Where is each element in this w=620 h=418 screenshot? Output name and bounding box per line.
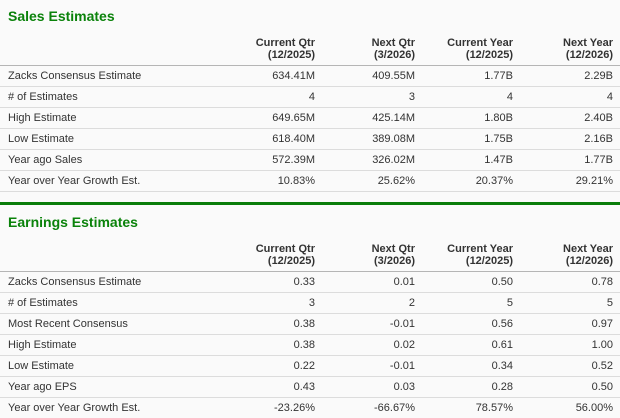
cell-value: 78.57%: [415, 398, 513, 418]
cell-value: -23.26%: [215, 398, 315, 418]
cell-value: 1.00: [513, 335, 620, 356]
table-row-year-ago-sales: [0, 150, 620, 171]
row-label: High Estimate: [0, 335, 215, 356]
cell-value: 0.61: [415, 335, 513, 356]
row-label: Year ago EPS: [0, 377, 215, 398]
table-row-yoy-growth: [0, 398, 620, 418]
cell-value: 0.50: [415, 272, 513, 293]
row-label: Year ago Sales: [0, 150, 215, 171]
column-header-line1: Next Qtr: [371, 243, 415, 255]
cell-value: 0.22: [215, 356, 315, 377]
cell-value: 20.37%: [415, 171, 513, 192]
cell-value: -0.01: [315, 356, 415, 377]
row-label: Year over Year Growth Est.: [0, 171, 215, 192]
column-header-line2: (12/2026): [565, 49, 613, 61]
sales-estimates-table: [0, 37, 620, 192]
cell-value: 1.75B: [415, 129, 513, 150]
table-row-high-estimate: [0, 108, 620, 129]
column-header-line2: (12/2025): [465, 49, 513, 61]
cell-value: 4: [215, 87, 315, 108]
earnings-estimates-table: [0, 243, 620, 418]
column-header-line2: (3/2026): [374, 49, 415, 61]
cell-value: 0.56: [415, 314, 513, 335]
cell-value: 2: [315, 293, 415, 314]
cell-value: 56.00%: [513, 398, 620, 418]
column-header-current-year: [415, 37, 513, 66]
table-row-zacks-consensus: [0, 66, 620, 87]
cell-value: 2.29B: [513, 66, 620, 87]
row-label: Low Estimate: [0, 356, 215, 377]
cell-value: 0.38: [215, 335, 315, 356]
cell-value: 326.02M: [315, 150, 415, 171]
cell-value: 389.08M: [315, 129, 415, 150]
cell-value: 0.01: [315, 272, 415, 293]
cell-value: 649.65M: [215, 108, 315, 129]
cell-value: 2.16B: [513, 129, 620, 150]
row-label: Year over Year Growth Est.: [0, 398, 215, 418]
column-header-next-qtr: [315, 243, 415, 272]
row-label: Zacks Consensus Estimate: [0, 66, 215, 87]
row-label: Zacks Consensus Estimate: [0, 272, 215, 293]
cell-value: 1.77B: [513, 150, 620, 171]
column-header-line1: Current Year: [447, 243, 513, 255]
cell-value: 0.97: [513, 314, 620, 335]
cell-value: 634.41M: [215, 66, 315, 87]
cell-value: 3: [215, 293, 315, 314]
cell-value: 0.34: [415, 356, 513, 377]
column-header-line1: Next Year: [563, 37, 613, 49]
cell-value: 0.78: [513, 272, 620, 293]
column-header-line2: (12/2026): [565, 255, 613, 267]
cell-value: 0.02: [315, 335, 415, 356]
cell-value: -66.67%: [315, 398, 415, 418]
table-row-low-estimate: [0, 356, 620, 377]
cell-value: 618.40M: [215, 129, 315, 150]
column-header-next-year: [513, 37, 620, 66]
table-row-yoy-growth: [0, 171, 620, 192]
cell-value: 0.43: [215, 377, 315, 398]
earnings-estimates-title: Earnings Estimates: [8, 214, 138, 230]
cell-value: 1.47B: [415, 150, 513, 171]
sales-header-row: [0, 37, 620, 66]
cell-value: 0.52: [513, 356, 620, 377]
table-row-most-recent-consensus: [0, 314, 620, 335]
cell-value: 10.83%: [215, 171, 315, 192]
column-header-line2: (12/2025): [267, 255, 315, 267]
cell-value: 409.55M: [315, 66, 415, 87]
cell-value: 0.50: [513, 377, 620, 398]
column-header-line1: Next Qtr: [371, 37, 415, 49]
column-header-line1: Current Qtr: [255, 37, 315, 49]
cell-value: 425.14M: [315, 108, 415, 129]
row-label: # of Estimates: [0, 87, 215, 108]
table-row-low-estimate: [0, 129, 620, 150]
table-row-year-ago-eps: [0, 377, 620, 398]
table-row-num-estimates: [0, 293, 620, 314]
column-header-current-year: [415, 243, 513, 272]
row-label: High Estimate: [0, 108, 215, 129]
cell-value: 25.62%: [315, 171, 415, 192]
table-row-high-estimate: [0, 335, 620, 356]
row-label: # of Estimates: [0, 293, 215, 314]
sales-estimates-title: Sales Estimates: [8, 8, 115, 24]
column-header-line2: (12/2025): [465, 255, 513, 267]
column-header-line1: Next Year: [563, 243, 613, 255]
cell-value: 572.39M: [215, 150, 315, 171]
column-header-line2: (3/2026): [374, 255, 415, 267]
column-header-line1: Current Year: [447, 37, 513, 49]
cell-value: 5: [513, 293, 620, 314]
cell-value: 4: [513, 87, 620, 108]
earnings-header-row: [0, 243, 620, 272]
column-header-next-qtr: [315, 37, 415, 66]
cell-value: 4: [415, 87, 513, 108]
empty-header-cell: [0, 243, 215, 272]
cell-value: 1.80B: [415, 108, 513, 129]
cell-value: 3: [315, 87, 415, 108]
empty-header-cell: [0, 37, 215, 66]
cell-value: 0.33: [215, 272, 315, 293]
table-row-num-estimates: [0, 87, 620, 108]
cell-value: 0.28: [415, 377, 513, 398]
row-label: Most Recent Consensus: [0, 314, 215, 335]
column-header-current-qtr: [215, 37, 315, 66]
cell-value: 0.38: [215, 314, 315, 335]
cell-value: 29.21%: [513, 171, 620, 192]
column-header-next-year: [513, 243, 620, 272]
cell-value: 0.03: [315, 377, 415, 398]
row-label: Low Estimate: [0, 129, 215, 150]
column-header-line1: Current Qtr: [255, 243, 315, 255]
cell-value: 1.77B: [415, 66, 513, 87]
table-row-zacks-consensus: [0, 272, 620, 293]
cell-value: -0.01: [315, 314, 415, 335]
column-header-current-qtr: [215, 243, 315, 272]
column-header-line2: (12/2025): [267, 49, 315, 61]
cell-value: 5: [415, 293, 513, 314]
cell-value: 2.40B: [513, 108, 620, 129]
